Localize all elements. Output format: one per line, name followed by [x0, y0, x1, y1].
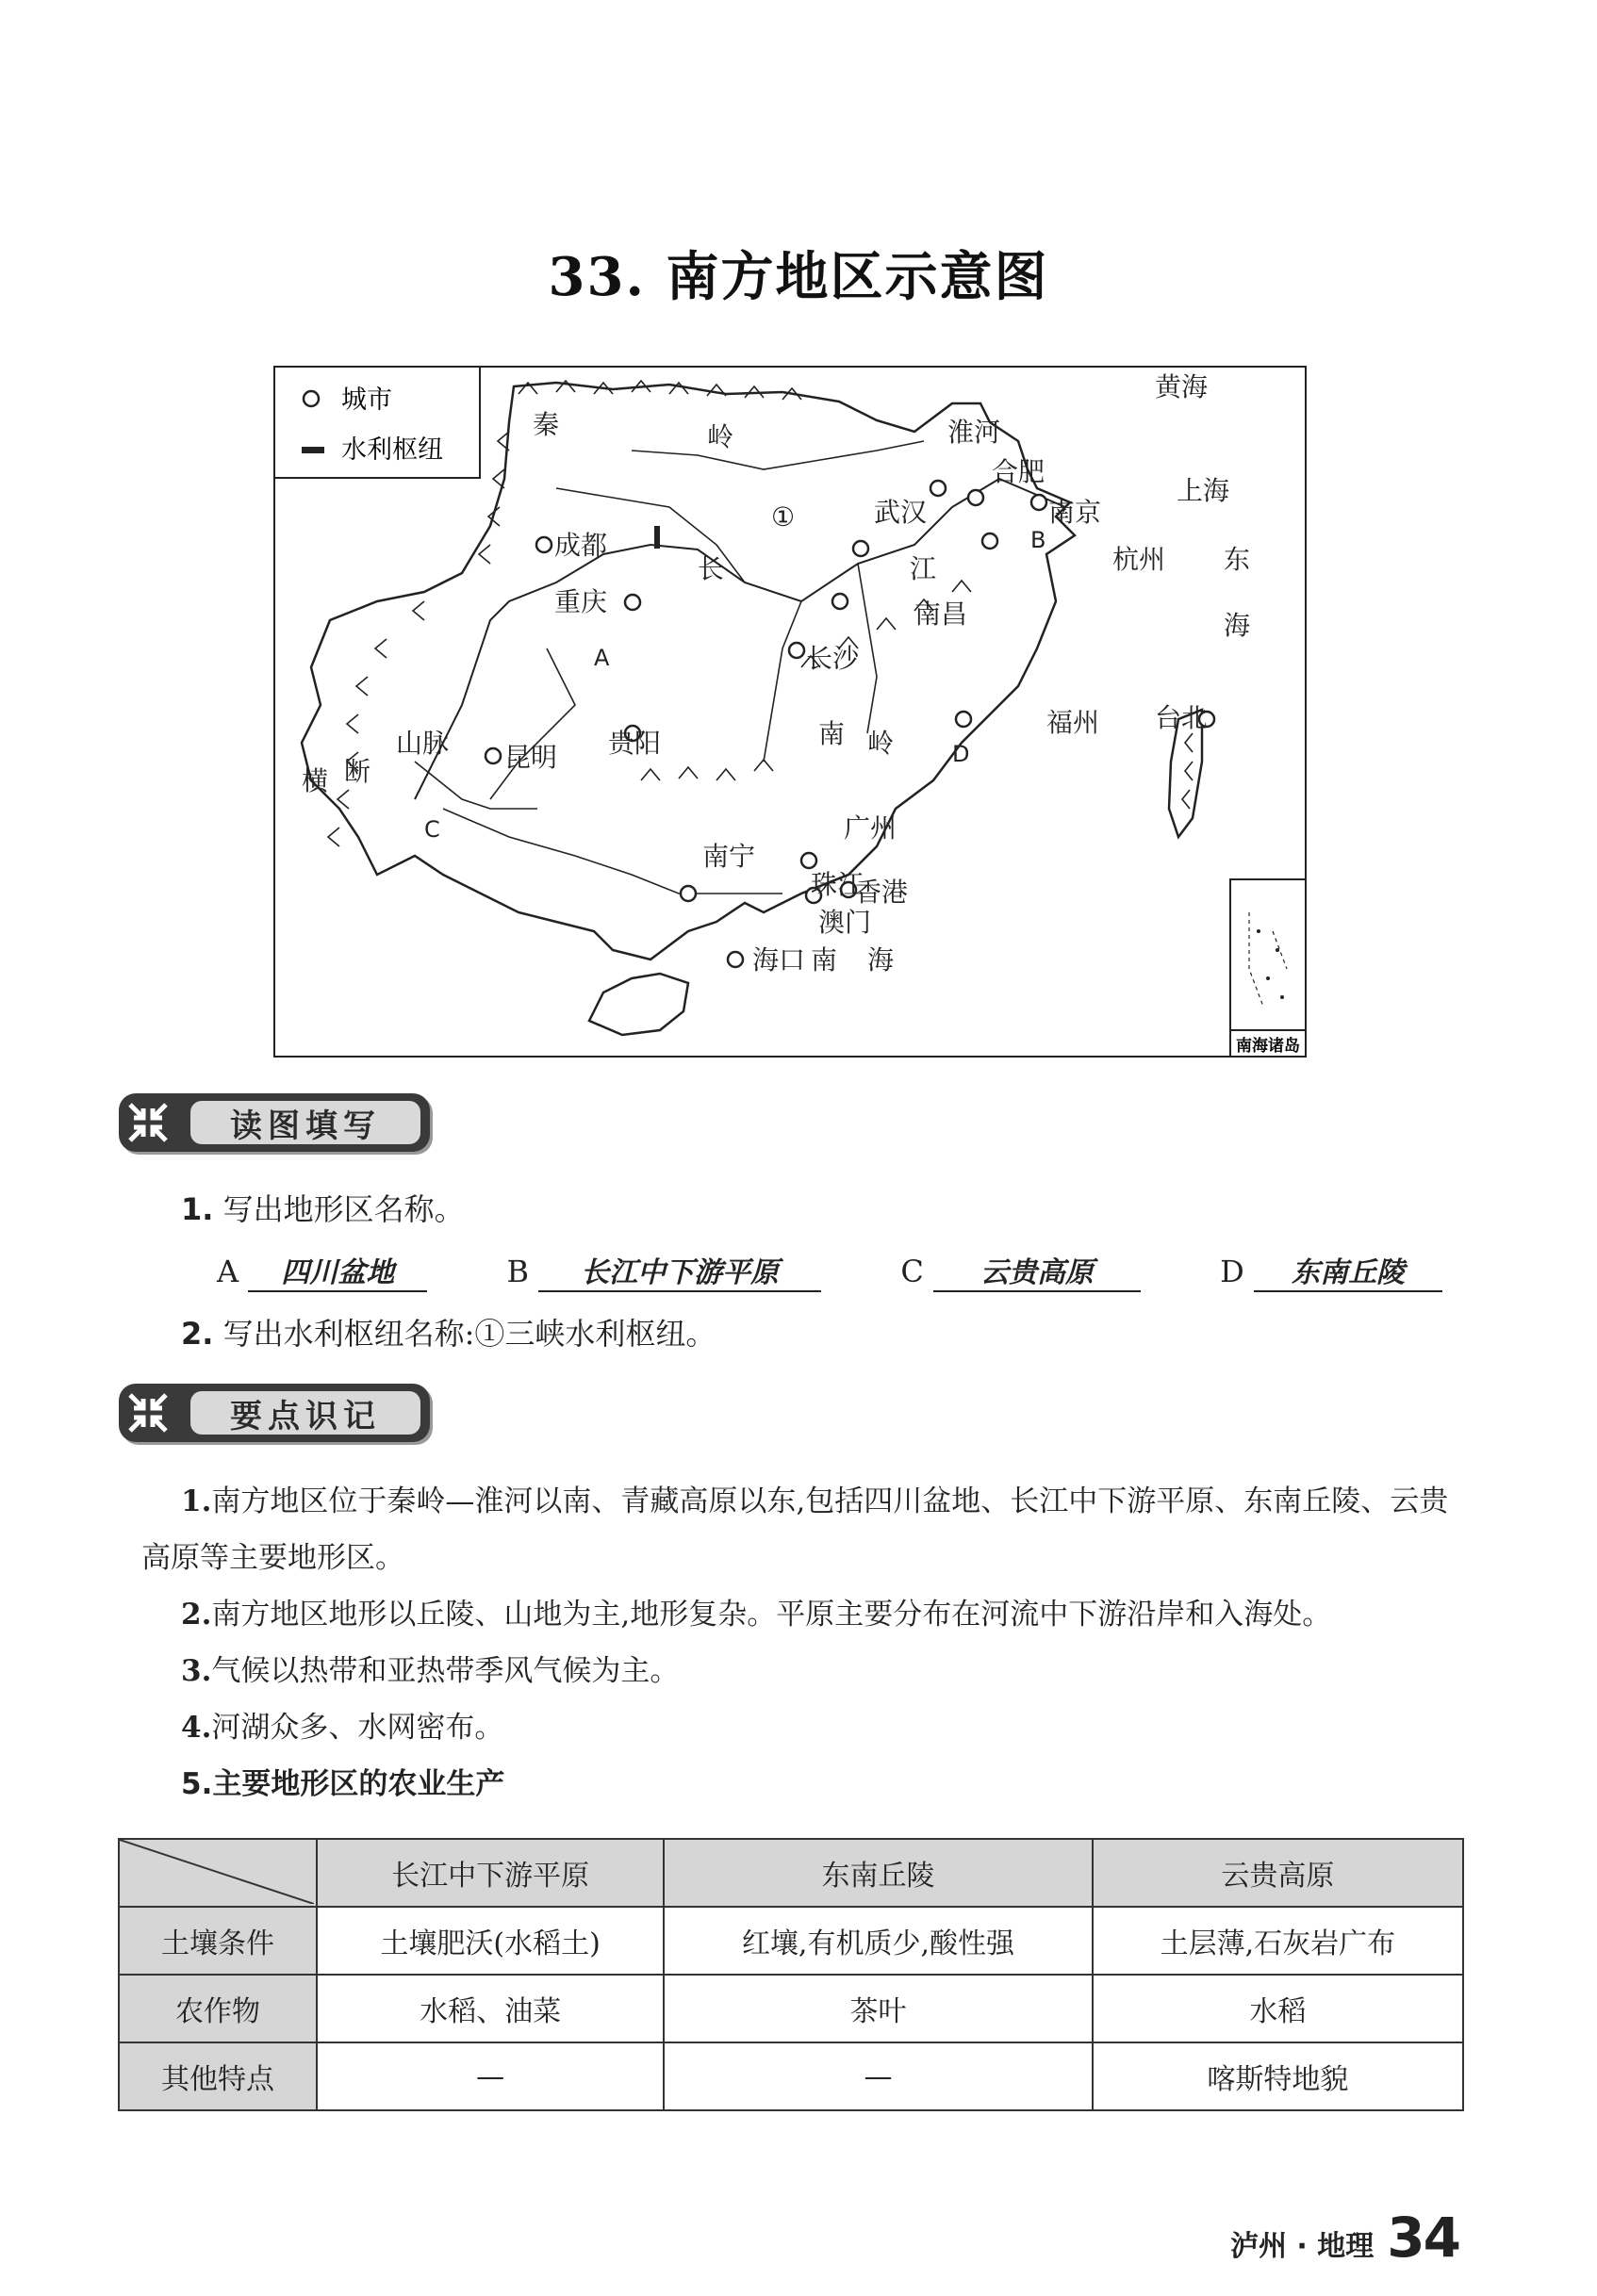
- column-header: 云贵高原: [1093, 1839, 1463, 1907]
- south-sea-inset: [1230, 879, 1306, 1057]
- answer-letter: A: [217, 1254, 239, 1289]
- table-row: [119, 1975, 1463, 2042]
- compress-arrows-icon: [119, 1384, 177, 1442]
- city-legend-icon: [304, 391, 319, 406]
- city-wuhan: [853, 541, 868, 556]
- point-1: [141, 1473, 1471, 1586]
- label-hengduan-1: 横: [302, 765, 329, 796]
- label-wuhan: 武汉: [874, 497, 928, 528]
- label-nanhai-1: 南: [811, 944, 838, 976]
- table-cell: —: [664, 2042, 1093, 2110]
- question-2-text: 写出水利枢纽名称:①三峡水利枢纽。: [222, 1316, 716, 1352]
- label-hengduan-2: 断: [344, 756, 371, 787]
- city-nanning: [681, 886, 696, 901]
- question-1-number: 1.: [181, 1191, 214, 1227]
- point-number: 5.: [181, 1767, 213, 1801]
- city-fuzhou: [956, 712, 971, 727]
- question-2: [181, 1310, 716, 1353]
- city-nanjing: [968, 490, 983, 505]
- south-china-map: [273, 366, 1307, 1058]
- section-ribbon-key-points: [119, 1384, 430, 1442]
- point-number: 4.: [181, 1711, 212, 1745]
- city-hangzhou: [982, 533, 997, 549]
- label-zhujiang: 珠江: [811, 869, 864, 900]
- label-jiang: 江: [910, 553, 937, 584]
- city-shanghai: [1031, 495, 1046, 510]
- point-text: 气候以热带和亚热带季风气候为主。: [211, 1654, 680, 1688]
- inset-label: 南海诸岛: [1236, 1037, 1300, 1056]
- label-huaihe: 淮河: [947, 417, 1001, 448]
- point-number: 2.: [181, 1598, 212, 1632]
- city-nanchang: [832, 594, 848, 609]
- label-xianggang: 香港: [855, 877, 909, 908]
- label-nanhai-2: 海: [867, 944, 895, 976]
- table-header-row: [119, 1839, 1463, 1907]
- city-changsha: [789, 643, 804, 658]
- answer-blank: 云贵高原: [933, 1249, 1141, 1292]
- label-ling-2: 岭: [867, 728, 895, 759]
- question-1: [181, 1186, 465, 1229]
- label-donghai-1: 东: [1224, 544, 1251, 575]
- answer-c: [900, 1249, 1141, 1292]
- point-text: 主要地形区的农业生产: [212, 1767, 505, 1801]
- table-corner-cell: [119, 1839, 317, 1907]
- agriculture-table: [118, 1838, 1464, 2111]
- point-2: [141, 1586, 1471, 1643]
- table-cell: 水稻: [1093, 1975, 1463, 2042]
- label-nan: 南: [818, 718, 846, 749]
- table-row: [119, 1907, 1463, 1975]
- map-legend: [274, 367, 480, 478]
- section-ribbon-read-map: [119, 1093, 430, 1152]
- label-chang: 长: [698, 553, 725, 584]
- answer-b: [506, 1249, 821, 1292]
- label-shanmai: 山脉: [396, 728, 450, 759]
- section-heading: 要点识记: [190, 1391, 420, 1435]
- city-chengdu: [536, 537, 552, 552]
- column-header: 长江中下游平原: [317, 1839, 664, 1907]
- table-cell: 红壤,有机质少,酸性强: [664, 1907, 1093, 1975]
- page-title: 33. 南方地区示意图: [548, 246, 1049, 308]
- table-cell: 喀斯特地貌: [1093, 2042, 1463, 2110]
- point-number: 1.: [181, 1484, 212, 1518]
- point-text: 河湖众多、水网密布。: [211, 1711, 504, 1745]
- city-hefei: [930, 481, 946, 496]
- legend-city-label: 城市: [341, 385, 392, 415]
- city-haikou: [728, 952, 743, 967]
- footer-text: 泸州 · 地理: [1229, 2230, 1375, 2263]
- label-haikou: 海口: [752, 944, 806, 976]
- table-cell: 土壤肥沃(水稻土): [317, 1907, 664, 1975]
- answer-d: [1220, 1249, 1442, 1292]
- row-header: 其他特点: [119, 2042, 317, 2110]
- label-chengdu: 成都: [554, 530, 608, 561]
- point-4: [141, 1699, 1471, 1756]
- page-number: 34: [1387, 2206, 1459, 2270]
- label-ling: 岭: [707, 421, 734, 452]
- table-cell: 茶叶: [664, 1975, 1093, 2042]
- point-3: [141, 1643, 1471, 1699]
- label-B: B: [1030, 527, 1046, 553]
- question-1-text: 写出地形区名称。: [222, 1191, 465, 1227]
- label-hangzhou: 杭州: [1112, 544, 1166, 575]
- label-hub-1: ①: [771, 501, 796, 533]
- hub-legend-icon: [302, 447, 324, 453]
- city-chongqing: [625, 595, 640, 610]
- label-C: C: [424, 816, 440, 843]
- table-cell: —: [317, 2042, 664, 2110]
- question-2-number: 2.: [181, 1316, 214, 1352]
- compress-arrows-icon: [119, 1093, 177, 1152]
- table-cell: 水稻、油菜: [317, 1975, 664, 2042]
- answer-letter: B: [506, 1254, 529, 1289]
- key-points: [141, 1473, 1471, 1812]
- answer-a: [217, 1249, 427, 1292]
- answer-blank: 长江中下游平原: [538, 1249, 821, 1292]
- label-taibei: 台北: [1155, 702, 1209, 733]
- city-guangzhou: [801, 853, 816, 868]
- answer-row: [217, 1249, 1442, 1292]
- point-number: 3.: [181, 1654, 212, 1688]
- label-qin: 秦: [533, 409, 560, 440]
- row-header: 农作物: [119, 1975, 317, 2042]
- answer-blank: 四川盆地: [248, 1249, 427, 1292]
- answer-letter: C: [900, 1254, 924, 1289]
- label-nanchang: 南昌: [914, 599, 968, 630]
- label-hefei: 合肥: [992, 456, 1045, 487]
- table-row: [119, 2042, 1463, 2110]
- page-footer: [1230, 2206, 1459, 2270]
- label-guiyang: 贵阳: [608, 728, 662, 759]
- section-heading: 读图填写: [190, 1101, 420, 1144]
- label-chongqing: 重庆: [554, 586, 608, 617]
- table-cell: 土层薄,石灰岩广布: [1093, 1907, 1463, 1975]
- label-nanning: 南宁: [702, 841, 756, 872]
- city-kunming: [486, 748, 501, 763]
- point-text: 南方地区地形以丘陵、山地为主,地形复杂。平原主要分布在河流中下游沿岸和入海处。: [211, 1598, 1332, 1632]
- answer-letter: D: [1220, 1254, 1244, 1289]
- label-kunming: 昆明: [504, 742, 558, 773]
- label-A: A: [594, 645, 610, 671]
- point-5: [141, 1756, 1471, 1812]
- label-changsha: 长沙: [806, 643, 860, 674]
- label-shanghai: 上海: [1177, 475, 1230, 506]
- label-guangzhou: 广州: [844, 812, 897, 844]
- label-D: D: [952, 741, 970, 767]
- point-text: 南方地区位于秦岭—淮河以南、青藏高原以东,包括四川盆地、长江中下游平原、东南丘陵、云贵高原等主要地形区。: [141, 1484, 1449, 1575]
- column-header: 东南丘陵: [664, 1839, 1093, 1907]
- answer-blank: 东南丘陵: [1254, 1249, 1442, 1292]
- legend-hub-label: 水利枢纽: [341, 435, 443, 465]
- label-aomen: 澳门: [818, 907, 872, 938]
- label-nanjing: 南京: [1048, 497, 1102, 528]
- label-donghai-2: 海: [1224, 610, 1251, 641]
- label-fuzhou: 福州: [1046, 707, 1100, 738]
- hub-marker: [654, 526, 660, 549]
- row-header: 土壤条件: [119, 1907, 317, 1975]
- label-huanghai: 黄海: [1155, 371, 1209, 402]
